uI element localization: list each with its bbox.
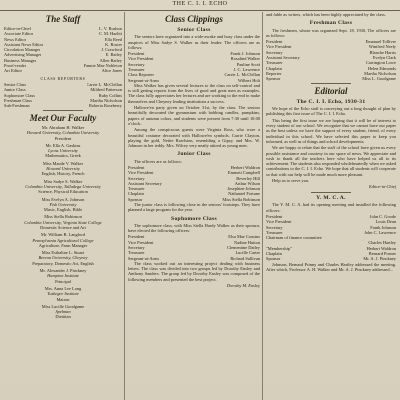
staff-row-label: Business Manager bbox=[4, 57, 37, 63]
officer-row-label: Class Reporter bbox=[128, 72, 154, 78]
junior-paragraph-1: The officers are as follows: bbox=[134, 158, 182, 164]
officer-row-label: "Membership" bbox=[266, 245, 292, 251]
reporters-caption: CLASS REPORTERS bbox=[40, 75, 86, 81]
officer-row-label: Treasurer bbox=[128, 186, 145, 192]
reporter-list bbox=[4, 82, 122, 108]
staff-row-label: Art Editor bbox=[4, 68, 22, 74]
officer-row-value: Blanche Harris bbox=[369, 49, 396, 55]
ymca-paragraph-2: Johnson, Bernard Prinny and Charles Hartley addressed the meeting. After which, Professor A. H. Walker and Mr. A. J. Pinckney addressed... bbox=[266, 261, 396, 272]
clippings-title: Class Clippings bbox=[165, 14, 223, 24]
reporter-row-value: Ruby Collins bbox=[98, 92, 122, 98]
reporter-row-value: Carrie L. McClellan bbox=[86, 81, 122, 87]
officer-row bbox=[266, 76, 396, 81]
senior-paragraph-3: Hallowe'en party given on October 31st, by the class. The seniors beautifully decorated the gymnasium with bobbing candles, pumpkins, papers of autumn colors, and students were present from 7:30 until 10:00 o'clock. bbox=[128, 105, 260, 126]
staff-row-label: Circulation Manager bbox=[4, 47, 41, 53]
officer-row-value: Nathaniel Fortune bbox=[228, 191, 260, 197]
editorial-paragraph-2: This being the first issue we are hoping that it will be of interest to every student of our school. We recognize that we cannot have our paper as the best unless we have the support of every student, friend, of every individual in this school. We have selected this paper to keep you informed, as well as of things and school developments. bbox=[266, 117, 396, 144]
officer-row-label: Assistant Secretary bbox=[128, 180, 162, 186]
officer-row-label: Secretary bbox=[128, 175, 145, 181]
ymca-paragraph-1: The Y. M. C. A. had its opening meeting and installed the following officers: bbox=[266, 202, 396, 213]
officer-row-value: Lucille Carter bbox=[235, 250, 260, 256]
officer-row-label: President bbox=[266, 213, 283, 219]
officer-row-label: Sergeant-at-Arms bbox=[128, 77, 160, 83]
ymca-heading: Y. M. C. A. bbox=[316, 195, 346, 202]
staff-row-label: Assistant News Editor bbox=[4, 41, 44, 47]
faculty-affiliation: Columbia University, Talladega University bbox=[25, 183, 101, 189]
officer-row-label: Secretary bbox=[128, 61, 145, 67]
faculty-name: Mr. Alexander J. Pinckney bbox=[39, 268, 87, 274]
officer-row-label: Sponsor bbox=[266, 76, 281, 82]
officer-row-value: Evelyn Clark bbox=[372, 54, 396, 60]
reporter-row bbox=[4, 103, 122, 108]
freshman-officers bbox=[266, 39, 396, 81]
officer-row-label: Secretary bbox=[266, 49, 283, 55]
reporter-row-value: Martha Nicholson bbox=[90, 97, 122, 103]
junior-officers bbox=[128, 165, 260, 202]
officer-row-label: Vice President bbox=[128, 170, 154, 176]
faculty-list bbox=[4, 125, 122, 320]
faculty-role: English, History, French bbox=[41, 171, 85, 177]
officer-row-label: Assistant Secretary bbox=[266, 54, 300, 60]
officer-row-label: Sponsor bbox=[128, 196, 143, 202]
officer-row-value: Richard Sullivan bbox=[230, 255, 260, 261]
staff-row bbox=[4, 68, 122, 73]
officer-row-label: Sergeant-at-Arms bbox=[128, 255, 160, 261]
officer-row-value: Herbert Waldron bbox=[230, 164, 260, 170]
officer-row-label: Secretary bbox=[266, 224, 283, 230]
editorial-subtitle: The C. I. I. Echo, 1930-31 bbox=[296, 98, 366, 105]
freshman-class-heading: Freshman Class bbox=[309, 20, 353, 27]
officer-row-value: Elsa Mae Cousins bbox=[228, 234, 260, 240]
faculty-name: Miss Stella Robinson bbox=[44, 214, 82, 220]
staff-row-value: Alice Jones bbox=[101, 68, 122, 74]
editorial-paragraph-4: Help us to serve you. bbox=[272, 178, 310, 184]
reporter-row-value: Mildred Patterson bbox=[90, 87, 122, 93]
ymca-officers bbox=[266, 214, 396, 262]
continued-text: and fable as writers, which has been highly appreciated by the class. bbox=[266, 12, 386, 17]
senior-paragraph-1: The seniors have organized into a wide-awake and busy class under the auspices of Miss Sadye S. Walker as their leader. The officers are as follows: bbox=[128, 34, 260, 50]
faculty-affiliation: Spelman bbox=[55, 309, 71, 315]
officer-row-value: Wilbert Holt bbox=[237, 77, 260, 83]
editorial-signature: Editor-in-Chief bbox=[369, 184, 396, 190]
officer-row-label: President bbox=[128, 51, 145, 57]
reporter-row-label: Sophomore Class bbox=[4, 92, 35, 98]
senior-officers bbox=[128, 51, 260, 83]
faculty-title: Meet Our Faculty bbox=[29, 112, 97, 123]
divider bbox=[311, 83, 351, 84]
faculty-member bbox=[4, 143, 122, 159]
faculty-member bbox=[4, 250, 122, 266]
column-rule bbox=[262, 12, 263, 400]
officer-row-value: Louis Dean bbox=[375, 219, 396, 225]
staff-row-label: Proof-reader bbox=[4, 63, 27, 69]
editorial-paragraph-3: We are happy to relate that the staff of the school have given us every possible assistance and courtesy in our space of news. We appreciate and wish to thank all the teachers here who have helped us all to its achievement. The students also responded wholeheartedly when we asked contributions to the C. I. I. Echo. We hope that all students will cooperate so that with our help will be made much more pleasant. bbox=[266, 145, 396, 177]
column-rule bbox=[124, 12, 125, 400]
officer-row-value: Emanuel Tolliver bbox=[365, 39, 396, 45]
staff-row-value: J. Crawford bbox=[101, 47, 122, 53]
faculty-name: Mrs. Anna Lee Long bbox=[44, 285, 82, 291]
staff-row-value: Allen Bailey bbox=[99, 57, 122, 63]
reporter-row-label: Sub-Freshman bbox=[4, 103, 30, 109]
faculty-member bbox=[4, 268, 122, 284]
faculty-affiliation: Berean University, Cheyney bbox=[38, 255, 88, 261]
senior-paragraph-4: Among the conspicuous guests were Virginia Ross, who wore a beautiful costume decorated with Hallowe'en symbols. Carrie Clayton, playing the gold, Nettie Rawlston, resembling a Gipsy, and Mrs. W. Johnson in her teddy. Mrs. Wilcey very neatly attired as young men. bbox=[128, 127, 260, 149]
staff-row-label: Editor-in-Chief bbox=[4, 26, 31, 31]
faculty-role: Science, Physical Education bbox=[38, 189, 88, 195]
officer-row-label: Chairman of finance committee bbox=[266, 235, 322, 241]
faculty-role: Domestic Science and Art bbox=[40, 225, 86, 230]
faculty-member bbox=[4, 179, 122, 195]
editorial-paragraph-1: We hope of the Echo staff is conveying out a long thought of plan by publishing this first issue of The C. I. I. Echo. bbox=[266, 106, 396, 117]
staff-row-value: C. M. Hazlitt bbox=[98, 31, 122, 37]
sophomore-paragraph-2: The class worked out an interesting project dealing with business letters. The class was divided into two groups led by Dorothy Ensley and Anthony Sanders. The group led by Dorothy Ensley was composed of the following members and presented the best project. bbox=[128, 260, 260, 282]
page-header bbox=[0, 0, 400, 11]
reporter-row-label: Junior Class bbox=[4, 87, 26, 93]
senior-paragraph-2: Miss Walker has given several lectures to the class on self-control and is still getting reports from the lives of good and great men as examples. The class fully appreciates her lectures and are working to the end to make themselves and Cheyney leading institutions a success. bbox=[128, 82, 260, 104]
divider bbox=[43, 110, 83, 111]
staff-row-value: K. Roster bbox=[105, 41, 122, 47]
officer-row-label: President bbox=[128, 164, 145, 170]
faculty-role: Agriculture, Farm Manager bbox=[38, 242, 88, 248]
faculty-name: Miss Esthaline L. Stuart bbox=[41, 250, 85, 256]
faculty-affiliation: Tuskegee Institute bbox=[47, 291, 79, 297]
staff-row-value: Ella Reed bbox=[104, 36, 122, 42]
officer-row-label: Secretary bbox=[128, 245, 145, 250]
reporter-row-label: Freshman Class bbox=[4, 97, 32, 103]
officer-row-label: Treasurer bbox=[128, 250, 145, 256]
reporter-row-value: Roberta Roseberry bbox=[88, 103, 122, 109]
faculty-member bbox=[4, 232, 122, 248]
divider bbox=[311, 192, 351, 193]
freshman-paragraph-1: The freshmen, whose was organized Sept. 18, 1930, The officers are as follows: bbox=[266, 27, 396, 38]
officer-row-value: Martha Nicholson bbox=[364, 70, 396, 76]
sophomore-signature: Dorothy M. Ensley bbox=[226, 283, 260, 289]
officer-row-value: John C. Goode bbox=[369, 213, 396, 219]
officer-row-value: Emmett Campbell bbox=[227, 170, 260, 176]
officer-row-label: Vice President bbox=[128, 239, 154, 245]
officer-row-label: Vice President bbox=[128, 56, 154, 62]
staff-row-value: E. Bailey bbox=[105, 52, 122, 58]
faculty-role: Principal bbox=[55, 278, 71, 284]
officer-row-label: Sponsor bbox=[266, 256, 281, 262]
faculty-role: Preparatory, Domestic Art, English bbox=[32, 260, 94, 266]
officer-row-label: President bbox=[128, 234, 145, 240]
faculty-member bbox=[4, 161, 122, 177]
officer-row-value: Clementine Dailey bbox=[226, 245, 260, 250]
officer-row-label: Treasurer bbox=[266, 229, 283, 235]
officer-row-value: Beverley Hill bbox=[236, 175, 260, 181]
faculty-name: Mr. Ella A. Gaskins bbox=[45, 142, 81, 148]
faculty-name: Miss Evelyn A. Johnson bbox=[41, 196, 85, 202]
faculty-member bbox=[4, 214, 122, 230]
sophomore-paragraph-1: The sophomore class, with Miss Stella Hardy Walker as their sponsor, have elected the following officers: bbox=[128, 222, 260, 234]
officer-row-value: Frank J. Johnson bbox=[230, 51, 260, 57]
faculty-member bbox=[4, 125, 122, 141]
officer-row-label: Treasurer bbox=[266, 60, 283, 66]
faculty-affiliation: Howard University bbox=[46, 166, 80, 172]
officer-row-label: Chaplain bbox=[128, 191, 144, 197]
officer-row-value: Miss L. Goodgame bbox=[362, 76, 396, 82]
sophomore-officers bbox=[128, 234, 260, 260]
junior-class-heading: Junior Class bbox=[177, 151, 211, 158]
senior-class-heading: Senior Class bbox=[177, 27, 211, 33]
faculty-name: Mr. William B. Langford bbox=[40, 232, 85, 238]
officer-row-value: J. C. Lawrence bbox=[233, 66, 260, 72]
faculty-name: Miss Maude V. Walker bbox=[42, 160, 84, 166]
officer-row-label: Vice President bbox=[266, 219, 292, 225]
officer-row-label: Vice President bbox=[266, 44, 292, 50]
reporter-row-label: Senior Class bbox=[4, 81, 27, 87]
column-middle bbox=[128, 12, 260, 400]
officer-row-label: President bbox=[266, 39, 283, 45]
officer-row-value: Winifred Neely bbox=[368, 44, 396, 50]
faculty-member bbox=[4, 304, 122, 320]
officer-row-value: Rosalind Walker bbox=[230, 56, 260, 62]
officer-row-value: John C. Lawrence bbox=[364, 229, 396, 235]
officer-row-value: Josephine Johnson bbox=[227, 186, 260, 192]
staff-row-label: Associate Editor bbox=[4, 31, 34, 37]
junior-paragraph-2: The junior class is following close in the seniors' footsteps. They have planned a large program for the year. bbox=[128, 202, 260, 213]
faculty-role: Music, English, Bible bbox=[43, 207, 83, 213]
staff-row-value: Fannie Mae Nobleton bbox=[83, 63, 122, 69]
masthead: THE C. I. I. ECHO bbox=[172, 1, 228, 7]
officer-row-value: Carrington Lowe bbox=[365, 60, 396, 66]
staff-row-value: L. V. Rushon bbox=[98, 26, 122, 31]
faculty-affiliation: Columbia University, Virginia State College bbox=[24, 219, 102, 225]
officer-row-value: Bernard Posner bbox=[368, 251, 396, 256]
officer-row-value: Arthur Wilson bbox=[234, 180, 260, 186]
faculty-role: Matron bbox=[56, 296, 70, 302]
editorial-title: Editorial bbox=[314, 85, 348, 96]
officer-row-value: Charles Hartley bbox=[368, 240, 396, 246]
faculty-name: Miss Lucille Goodgame bbox=[41, 303, 85, 309]
staff-title: The Staff bbox=[45, 14, 81, 24]
faculty-role: President bbox=[54, 135, 72, 141]
staff-row-label: Advertising Manager bbox=[4, 52, 42, 58]
officer-row-label: Reporter bbox=[266, 70, 282, 76]
officer-row-label: Chaplain bbox=[266, 65, 282, 71]
faculty-role: Mathematics, Greek bbox=[45, 153, 81, 159]
column-left bbox=[4, 12, 122, 400]
faculty-affiliation: Fisk University bbox=[49, 201, 77, 207]
officer-row-value: Nadine Hutton bbox=[234, 239, 260, 245]
officer-row-value: Helen Edmonds bbox=[367, 65, 396, 71]
officer-row-value: Herbert Waldron bbox=[366, 245, 396, 251]
faculty-affiliation: Howard University, Columbia University bbox=[26, 130, 100, 136]
officer-row-value: Miss Stella Robinson bbox=[222, 196, 260, 202]
faculty-affiliation: Lyons University bbox=[48, 148, 78, 154]
faculty-affiliation: Hampton Institute bbox=[47, 273, 79, 279]
officer-row-value: Frank Johnson bbox=[370, 224, 396, 230]
faculty-role: Dietitian bbox=[55, 314, 71, 320]
staff-row-label: News Editor bbox=[4, 36, 27, 42]
faculty-member bbox=[4, 197, 122, 213]
officer-row-label: Chaplain bbox=[266, 251, 282, 256]
faculty-name: Mr. Abraham H. Walker bbox=[41, 124, 85, 130]
officer-row-value: Carrie L. McClellan bbox=[224, 72, 260, 78]
column-right bbox=[266, 12, 396, 400]
officer-row-value: Mr. A. J. Pinckney bbox=[363, 256, 396, 262]
faculty-member bbox=[4, 286, 122, 302]
staff-list bbox=[4, 26, 122, 74]
sophomore-class-heading: Sophomore Class bbox=[171, 215, 217, 222]
faculty-affiliation: Pennsylvania Agricultural College bbox=[32, 237, 94, 243]
faculty-name: Miss Sadye S. Walker bbox=[43, 178, 83, 184]
officer-row-value: Pauline Scott bbox=[236, 61, 260, 67]
officer-row-label: Treasurer bbox=[128, 66, 145, 72]
